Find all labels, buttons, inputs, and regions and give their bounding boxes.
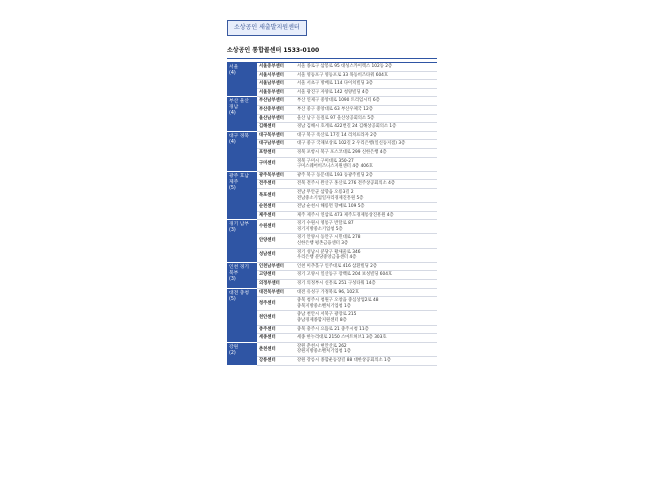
section-tag: 소상공인 새출발지원센터 — [227, 20, 307, 36]
address-line: 서울 광진구 자양로 142 청양빌딩 4층 — [297, 89, 369, 95]
center-name: 구미센터 — [257, 157, 295, 171]
address-line: 세종 한누리대로 2150 스마트허브1 3층 303호 — [297, 335, 387, 341]
center-name: 천안센터 — [257, 311, 295, 325]
center-address — [295, 203, 437, 212]
center-row — [227, 171, 437, 180]
address-line: 경기지방중소기업청 5층 — [297, 226, 343, 232]
center-row — [227, 188, 437, 202]
address-line: 서울 영등포구 영등포로 33 목동비즈타워 604호 — [297, 72, 389, 78]
address-line: 부산 중구 중앙대로 63 부산우체국 12층 — [297, 106, 373, 112]
center-row — [227, 211, 437, 220]
center-name: 의정부센터 — [257, 280, 295, 289]
center-address — [295, 188, 437, 202]
center-address — [295, 71, 437, 80]
center-name: 대구북부센터 — [257, 131, 295, 140]
center-directory-table — [227, 62, 437, 366]
center-name: 포항센터 — [257, 148, 295, 157]
address-line: 우리은행 분당중앙금융센터 4층 — [297, 255, 357, 261]
center-row — [227, 88, 437, 97]
address-line: 경기 고양시 일산동구 장백로 204 보성빌딩 604호 — [297, 272, 393, 278]
address-line: 전남 순천시 해룡면 향매로 109 5층 — [297, 204, 365, 210]
center-name: 세종센터 — [257, 334, 295, 343]
center-address — [295, 157, 437, 171]
center-row — [227, 248, 437, 262]
center-row — [227, 131, 437, 140]
address-line: 경북 구미시 구미대로 350-27 — [297, 158, 354, 164]
center-address — [295, 334, 437, 343]
center-name: 서울서부센터 — [257, 71, 295, 80]
content-panel — [227, 14, 437, 366]
center-address — [295, 105, 437, 114]
center-address — [295, 148, 437, 157]
center-name: 울산남부센터 — [257, 114, 295, 123]
address-line: 인천 미추홀구 인주대로 416 삼환빌딩 2층 — [297, 263, 378, 269]
center-name: 대전북부센터 — [257, 288, 295, 297]
center-address — [295, 356, 437, 365]
center-name: 서울남부센터 — [257, 80, 295, 89]
region-label: 대구 경북 (4) — [227, 131, 257, 171]
center-address — [295, 114, 437, 123]
center-name: 광주북부센터 — [257, 171, 295, 180]
center-name: 김해센터 — [257, 123, 295, 132]
center-address — [295, 180, 437, 189]
center-name: 서울동부센터 — [257, 88, 295, 97]
address-line: 제주 제주시 연삼로 473 제주도경제통상진흥원 4층 — [297, 212, 394, 218]
address-line: 충북 충주시 으뜸로 21 충주시청 11층 — [297, 326, 369, 332]
address-line: 경남 김해시 호계로 422번길 24 김해상공회의소 1층 — [297, 124, 397, 130]
center-name: 강릉센터 — [257, 356, 295, 365]
center-row — [227, 148, 437, 157]
center-address — [295, 262, 437, 271]
center-row — [227, 356, 437, 365]
center-address — [295, 131, 437, 140]
address-line: 경기 수원시 영통구 반달로 87 — [297, 221, 354, 227]
center-address — [295, 234, 437, 248]
address-line: 울산 남구 돋질로 97 울산상공회의소 5층 — [297, 115, 375, 121]
address-line: 강원지방중소벤처기업청 1층 — [297, 349, 351, 355]
center-address — [295, 297, 437, 311]
call-center-heading: 소상공인 통합콜센터 1533-0100 — [227, 47, 320, 54]
address-line: 서울 서초구 방배로 114 다이치빌딩 3층 — [297, 81, 373, 87]
center-name: 대구남부센터 — [257, 140, 295, 149]
center-name: 고양센터 — [257, 271, 295, 280]
center-address — [295, 342, 437, 356]
center-name: 춘천센터 — [257, 342, 295, 356]
center-row — [227, 271, 437, 280]
center-address — [295, 88, 437, 97]
center-address — [295, 140, 437, 149]
address-line: 충북지방중소벤처기업청 1층 — [297, 303, 351, 309]
center-address — [295, 171, 437, 180]
center-name: 목포센터 — [257, 188, 295, 202]
center-row — [227, 280, 437, 289]
address-line: 전남 무안군 삼향읍 오룡3길 2 — [297, 189, 354, 195]
center-row — [227, 325, 437, 334]
center-address — [295, 211, 437, 220]
center-row — [227, 63, 437, 72]
center-name: 부산남부센터 — [257, 97, 295, 106]
region-label: 광주 호남 제주 (5) — [227, 171, 257, 220]
center-address — [295, 80, 437, 89]
region-label: 서울 (4) — [227, 63, 257, 97]
center-name: 인천남부센터 — [257, 262, 295, 271]
region-label: 대전 충청 (5) — [227, 288, 257, 342]
region-label: 부산 울산 경남 (4) — [227, 97, 257, 131]
address-line: 전북 전주시 완산구 홍산로 276 전주상공회의소 4층 — [297, 181, 395, 187]
address-line: 광주 북구 동문대로 193 동광주빌딩 2층 — [297, 172, 373, 178]
address-line: 서울 종로구 삼봉로 95 대성스카이렉스 102동 2층 — [297, 64, 393, 69]
center-address — [295, 271, 437, 280]
center-row — [227, 157, 437, 171]
center-row — [227, 297, 437, 311]
address-line: 대구 북구 옥산로 17길 14 리치프라자 2층 — [297, 132, 377, 138]
center-row — [227, 220, 437, 234]
center-name: 부산중부센터 — [257, 105, 295, 114]
region-label: 강원 (2) — [227, 342, 257, 365]
address-line: 대전 유성구 가정북로 96, 102호 — [297, 289, 360, 295]
table-top-rule — [227, 58, 437, 59]
center-row — [227, 123, 437, 132]
center-row — [227, 311, 437, 325]
center-address — [295, 63, 437, 72]
region-label: 경기 남부 (3) — [227, 220, 257, 263]
center-row — [227, 203, 437, 212]
address-line: 경기 성남시 분당구 황새울로 346 — [297, 249, 361, 255]
center-row — [227, 342, 437, 356]
center-address — [295, 288, 437, 297]
center-name: 충주센터 — [257, 325, 295, 334]
center-address — [295, 97, 437, 106]
address-line: 대구 중구 국채보상로 102길 2 우리은행(일신동지점) 3층 — [297, 141, 406, 147]
address-line: 경기 안양시 동안구 시민대로 278 — [297, 235, 361, 241]
center-name: 수원센터 — [257, 220, 295, 234]
center-name: 제주센터 — [257, 211, 295, 220]
address-line: 전남중소기업일자리경제진흥원 5층 — [297, 195, 364, 201]
center-address — [295, 325, 437, 334]
center-address — [295, 123, 437, 132]
center-address — [295, 220, 437, 234]
center-address — [295, 280, 437, 289]
center-row — [227, 180, 437, 189]
center-row — [227, 288, 437, 297]
address-line: 구미스퀘어비즈니스지원센터 4층 406호 — [297, 164, 373, 170]
address-line: 충북 청주시 청원구 오창읍 중심상업2로 48 — [297, 298, 379, 304]
center-name: 안양센터 — [257, 234, 295, 248]
address-line: 경북 포항시 북구 포스코대로 299 신한은행 4층 — [297, 149, 387, 155]
center-name: 성남센터 — [257, 248, 295, 262]
center-row — [227, 97, 437, 106]
center-row — [227, 234, 437, 248]
center-row — [227, 262, 437, 271]
center-row — [227, 140, 437, 149]
center-row — [227, 71, 437, 80]
address-line: 부산 연제구 중앙대로 1090 트리엄시티 6층 — [297, 98, 380, 104]
center-address — [295, 248, 437, 262]
address-line: 충남경제종합지원센터 8층 — [297, 318, 347, 323]
address-line: 신한은행 평촌금융센터 3층 — [297, 241, 349, 247]
address-line: 강원 춘천시 현안산로 262 — [297, 343, 347, 349]
center-name: 서울중부센터 — [257, 63, 295, 72]
address-line: 경기 의정부시 신흥로 251 구성타워 14층 — [297, 281, 376, 287]
center-name: 청주센터 — [257, 297, 295, 311]
address-line: 강원 강릉시 종합운동장길 88 대한상공회의소 1층 — [297, 357, 391, 363]
center-address — [295, 311, 437, 325]
region-label: 인천 경기 북부 (3) — [227, 262, 257, 288]
center-name: 전주센터 — [257, 180, 295, 189]
center-row — [227, 80, 437, 89]
center-row — [227, 105, 437, 114]
center-name: 순천센터 — [257, 203, 295, 212]
center-row — [227, 114, 437, 123]
address-line: 충남 천안시 서북구 광장로 215 — [297, 312, 357, 318]
center-row — [227, 334, 437, 343]
